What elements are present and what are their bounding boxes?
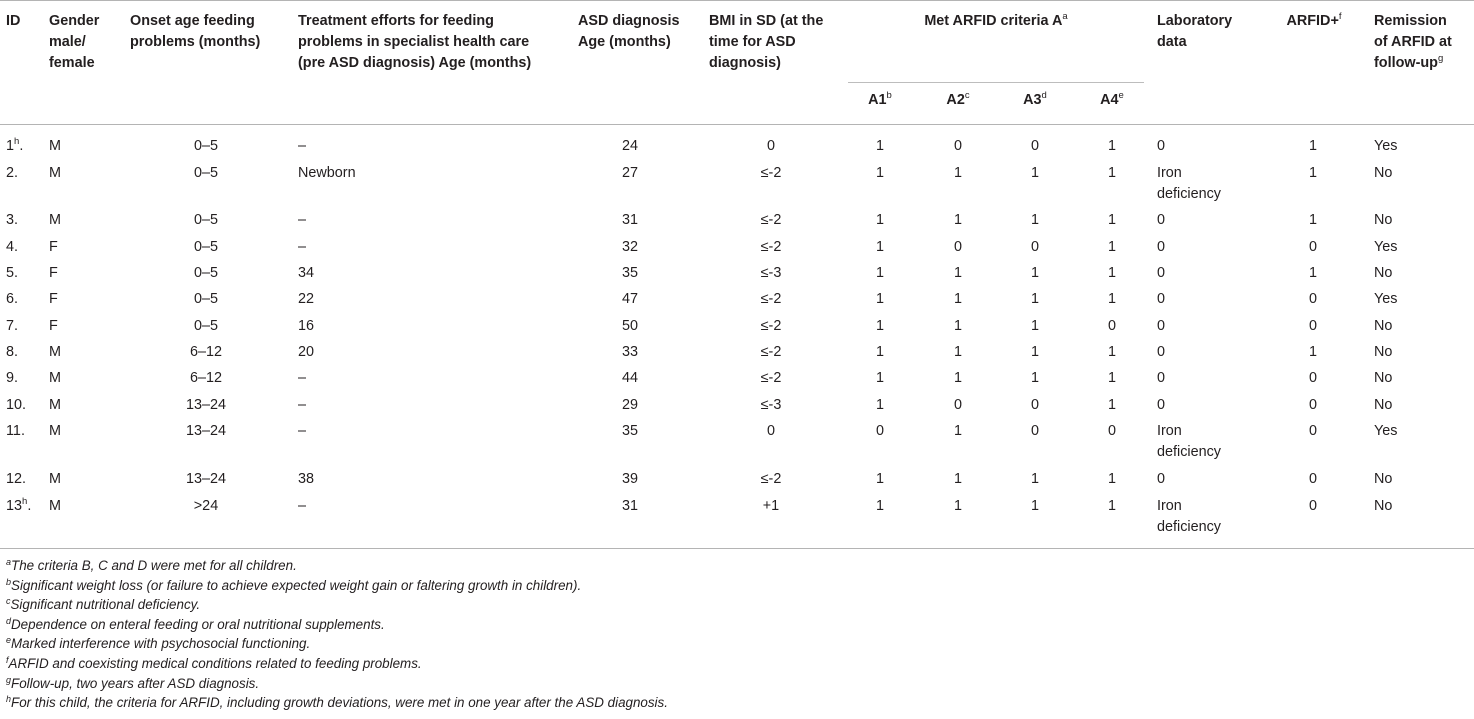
cell-bmi: ≤-2 bbox=[760, 212, 782, 228]
cell-remission: No bbox=[1374, 344, 1393, 360]
cell-a3: 1 bbox=[1030, 291, 1039, 307]
cell-a2: 1 bbox=[953, 370, 962, 386]
cell-treatment: – bbox=[298, 212, 307, 228]
footnote-mark: h bbox=[6, 694, 12, 704]
cell-a4: 1 bbox=[1107, 265, 1116, 281]
header-id: ID bbox=[6, 13, 21, 29]
cell-asd: 27 bbox=[621, 165, 638, 181]
cell-a4: 1 bbox=[1107, 212, 1116, 228]
cell-onset: 13–24 bbox=[185, 423, 227, 439]
cell-a3: 1 bbox=[1030, 471, 1039, 487]
cell-lab: 0 bbox=[1157, 344, 1166, 360]
cell-asd: 39 bbox=[621, 471, 638, 487]
footnote-mark: f bbox=[1338, 11, 1342, 22]
cell-a3: 1 bbox=[1030, 165, 1039, 181]
cell-treatment: – bbox=[298, 423, 307, 439]
cell-asd: 33 bbox=[621, 344, 638, 360]
cell-a3: 0 bbox=[1030, 423, 1039, 439]
cell-treatment: 16 bbox=[298, 318, 315, 334]
cell-gender: M bbox=[49, 423, 61, 439]
cell-id: 10. bbox=[6, 397, 27, 413]
cell-a1: 1 bbox=[875, 165, 884, 181]
cell-onset: 0–5 bbox=[193, 291, 218, 307]
cell-lab: 0 bbox=[1157, 239, 1166, 255]
cell-arfid: 1 bbox=[1308, 265, 1317, 281]
footnote-mark: a bbox=[6, 557, 12, 567]
cell-remission: No bbox=[1374, 212, 1393, 228]
cell-bmi: ≤-2 bbox=[760, 370, 782, 386]
header-remission: Remission of ARFID at follow-$up^g$ bbox=[1374, 13, 1452, 71]
cell-gender: M bbox=[49, 370, 61, 386]
cell-a4: 1 bbox=[1107, 370, 1116, 386]
cell-lab: 0 bbox=[1157, 370, 1166, 386]
cell-remission: Yes bbox=[1374, 291, 1398, 307]
cell-arfid: 0 bbox=[1308, 318, 1317, 334]
cell-bmi: ≤-2 bbox=[760, 291, 782, 307]
cell-bmi: ≤-3 bbox=[760, 265, 782, 281]
cell-gender: M bbox=[49, 397, 61, 413]
footnote: $^h$For this child, the criteria for ARFID, including growth deviations, were met in one year after the ASD diagnosis. bbox=[6, 694, 668, 710]
cell-onset: 0–5 bbox=[193, 239, 218, 255]
cell-remission: No bbox=[1374, 165, 1393, 181]
cell-id: 4. bbox=[6, 239, 19, 255]
cell-arfid: 1 bbox=[1308, 212, 1317, 228]
footnote-mark: b bbox=[886, 90, 892, 101]
cell-a1: 1 bbox=[875, 471, 884, 487]
cell-a2: 1 bbox=[953, 212, 962, 228]
cell-lab: 0 bbox=[1157, 138, 1166, 154]
cell-a4: 1 bbox=[1107, 397, 1116, 413]
cell-remission: No bbox=[1374, 265, 1393, 281]
cell-lab: Iron deficiency bbox=[1157, 165, 1221, 202]
cell-gender: F bbox=[49, 318, 58, 334]
cell-a4: 1 bbox=[1107, 291, 1116, 307]
footnote-mark: c bbox=[964, 90, 970, 101]
cell-asd: 31 bbox=[621, 212, 638, 228]
cell-a1: 1 bbox=[875, 212, 884, 228]
cell-bmi: ≤-3 bbox=[760, 397, 782, 413]
cell-gender: F bbox=[49, 291, 58, 307]
cell-a4: 1 bbox=[1107, 344, 1116, 360]
footnote-mark: b bbox=[6, 577, 12, 587]
header-a2: A2$^c$ bbox=[946, 90, 970, 108]
table-bottom-rule bbox=[0, 548, 1474, 549]
cell-id: 7. bbox=[6, 318, 19, 334]
cell-arfid: 0 bbox=[1308, 397, 1317, 413]
cell-a4: 1 bbox=[1107, 138, 1116, 154]
cell-arfid: 1 bbox=[1308, 165, 1317, 181]
cell-onset: >24 bbox=[193, 498, 219, 514]
cell-a3: 0 bbox=[1030, 138, 1039, 154]
cell-a3: 1 bbox=[1030, 498, 1039, 514]
cell-asd: 24 bbox=[621, 138, 638, 154]
cell-a2: 1 bbox=[953, 471, 962, 487]
footnote-mark: g bbox=[1437, 53, 1444, 64]
cell-bmi: ≤-2 bbox=[760, 318, 782, 334]
cell-arfid: 0 bbox=[1308, 239, 1317, 255]
footnote: $^g$Follow-up, two years after ASD diagnosis. bbox=[6, 675, 260, 691]
cell-lab: 0 bbox=[1157, 397, 1166, 413]
cell-a1: 1 bbox=[875, 370, 884, 386]
cell-a1: 1 bbox=[875, 397, 884, 413]
cell-asd: 44 bbox=[621, 370, 638, 386]
cell-a1: 1 bbox=[875, 291, 884, 307]
cell-a2: 1 bbox=[953, 318, 962, 334]
cell-lab: 0 bbox=[1157, 318, 1166, 334]
header-met-criteria: Met ARFID criteria $A^a$ bbox=[924, 11, 1068, 29]
header-a4: A4e bbox=[1100, 90, 1124, 108]
cell-arfid: 1 bbox=[1308, 138, 1317, 154]
cell-gender: M bbox=[49, 138, 61, 154]
cell-a3: 1 bbox=[1030, 318, 1039, 334]
cell-asd: 29 bbox=[621, 397, 638, 413]
header-lab: Laboratory data bbox=[1157, 13, 1233, 50]
cell-a4: 1 bbox=[1107, 498, 1116, 514]
cell-treatment: – bbox=[298, 239, 307, 255]
cell-a3: 0 bbox=[1030, 397, 1039, 413]
cell-a1: 1 bbox=[875, 318, 884, 334]
footnote: $^a$The criteria B, C and D were met for all children. bbox=[6, 557, 297, 573]
cell-a2: 1 bbox=[953, 344, 962, 360]
cell-treatment: – bbox=[298, 397, 307, 413]
cell-lab: Iron deficiency bbox=[1157, 423, 1221, 460]
footnote-mark: a bbox=[1062, 11, 1068, 22]
cell-remission: Yes bbox=[1374, 423, 1398, 439]
cell-a3: 1 bbox=[1030, 344, 1039, 360]
footnote: $^c$Significant nutritional deficiency. bbox=[6, 596, 201, 612]
cell-bmi: ≤-2 bbox=[760, 344, 782, 360]
cell-remission: No bbox=[1374, 318, 1393, 334]
footnote-mark: d bbox=[1041, 90, 1047, 101]
header-bmi: BMI in SD (at the time for ASD diagnosis) bbox=[709, 13, 824, 71]
cell-bmi: 0 bbox=[766, 138, 775, 154]
cell-remission: Yes bbox=[1374, 138, 1398, 154]
cell-onset: 6–12 bbox=[189, 370, 222, 386]
cell-a1: 1 bbox=[875, 138, 884, 154]
footnote: $^f$ARFID and coexisting medical conditions related to feeding problems. bbox=[6, 655, 422, 671]
cell-gender: F bbox=[49, 265, 58, 281]
header-a3: A3$^d$ bbox=[1023, 90, 1047, 108]
footnote: $^e$Marked interference with psychosocial functioning. bbox=[6, 635, 311, 651]
table-top-rule bbox=[0, 0, 1474, 1]
cell-onset: 0–5 bbox=[193, 165, 218, 181]
cell-bmi: ≤-2 bbox=[760, 239, 782, 255]
cell-gender: M bbox=[49, 165, 61, 181]
cell-a2: 1 bbox=[953, 165, 962, 181]
footnote-mark: e bbox=[6, 635, 12, 645]
header-onset: Onset age feeding problems (months) bbox=[130, 13, 261, 50]
cell-a2: 1 bbox=[953, 291, 962, 307]
cell-id: 5. bbox=[6, 265, 19, 281]
cell-treatment: 22 bbox=[298, 291, 315, 307]
cell-gender: M bbox=[49, 471, 61, 487]
cell-a4: 1 bbox=[1107, 239, 1116, 255]
cell-asd: 31 bbox=[621, 498, 638, 514]
cell-onset: 0–5 bbox=[193, 212, 218, 228]
cell-a3: 0 bbox=[1030, 239, 1039, 255]
footnote-mark: h bbox=[14, 136, 20, 147]
cell-a2: 0 bbox=[953, 397, 962, 413]
cell-treatment: – bbox=[298, 138, 307, 154]
cell-id: 6. bbox=[6, 291, 19, 307]
cell-a3: 1 bbox=[1030, 370, 1039, 386]
cell-a4: 1 bbox=[1107, 471, 1116, 487]
cell-a2: 1 bbox=[953, 498, 962, 514]
cell-treatment: – bbox=[298, 370, 307, 386]
cell-onset: 0–5 bbox=[193, 138, 218, 154]
cell-a1: 1 bbox=[875, 498, 884, 514]
cell-bmi: 0 bbox=[766, 423, 775, 439]
footnote-mark: c bbox=[6, 596, 11, 606]
cell-bmi: ≤-2 bbox=[760, 471, 782, 487]
cell-id: 2. bbox=[6, 165, 19, 181]
cell-arfid: 0 bbox=[1308, 498, 1317, 514]
cell-treatment: 34 bbox=[298, 265, 315, 281]
cell-bmi: +1 bbox=[762, 498, 780, 514]
cell-lab: 0 bbox=[1157, 212, 1166, 228]
cell-asd: 35 bbox=[621, 265, 638, 281]
cell-id: 9. bbox=[6, 370, 19, 386]
cell-lab: Iron deficiency bbox=[1157, 498, 1221, 535]
cell-a2: 0 bbox=[953, 239, 962, 255]
cell-a1: 1 bbox=[875, 344, 884, 360]
cell-lab: 0 bbox=[1157, 471, 1166, 487]
header-a1: A1$^b$ bbox=[868, 90, 892, 108]
cell-remission: No bbox=[1374, 397, 1393, 413]
cell-a4: 0 bbox=[1107, 318, 1116, 334]
cell-onset: 0–5 bbox=[193, 265, 218, 281]
footnote: $^d$Dependence on enteral feeding or oral nutritional supplements. bbox=[6, 616, 385, 632]
cell-asd: 47 bbox=[621, 291, 638, 307]
cell-a2: 0 bbox=[953, 138, 962, 154]
cell-a2: 1 bbox=[953, 265, 962, 281]
cell-lab: 0 bbox=[1157, 265, 1166, 281]
footnote-mark: d bbox=[6, 616, 12, 626]
cell-asd: 35 bbox=[621, 423, 638, 439]
cell-onset: 0–5 bbox=[193, 318, 218, 334]
footnote: $^b$Significant weight loss (or failure to achieve expected weight gain or faltering growth in children). bbox=[6, 577, 582, 593]
header-asd: ASD diagnosis Age (months) bbox=[578, 13, 680, 50]
cell-onset: 13–24 bbox=[185, 397, 227, 413]
cell-a2: 1 bbox=[953, 423, 962, 439]
cell-treatment: 20 bbox=[298, 344, 315, 360]
header-arfid: ARFID+$^f$ bbox=[1286, 11, 1342, 29]
cell-arfid: 0 bbox=[1308, 291, 1317, 307]
cell-asd: 50 bbox=[621, 318, 638, 334]
cell-gender: M bbox=[49, 344, 61, 360]
header-bottom-rule bbox=[0, 124, 1474, 125]
footnote-mark: e bbox=[1118, 90, 1124, 101]
cell-a4: 0 bbox=[1107, 423, 1116, 439]
cell-onset: 6–12 bbox=[189, 344, 222, 360]
criteria-subheader-rule bbox=[848, 82, 1144, 83]
cell-a3: 1 bbox=[1030, 265, 1039, 281]
cell-onset: 13–24 bbox=[185, 471, 227, 487]
cell-id: 11. bbox=[6, 423, 25, 439]
cell-arfid: 1 bbox=[1308, 344, 1317, 360]
cell-id: 1$^h$. bbox=[6, 136, 24, 154]
cell-id: 3. bbox=[6, 212, 19, 228]
cell-gender: M bbox=[49, 498, 61, 514]
cell-bmi: ≤-2 bbox=[760, 165, 782, 181]
footnote-mark: h bbox=[22, 496, 28, 507]
cell-treatment: Newborn bbox=[298, 165, 356, 181]
cell-arfid: 0 bbox=[1308, 370, 1317, 386]
cell-lab: 0 bbox=[1157, 291, 1166, 307]
cell-remission: No bbox=[1374, 370, 1393, 386]
cell-id: 13$^h$. bbox=[6, 496, 32, 514]
cell-gender: M bbox=[49, 212, 61, 228]
cell-asd: 32 bbox=[621, 239, 638, 255]
cell-treatment: 38 bbox=[298, 471, 315, 487]
cell-remission: No bbox=[1374, 471, 1393, 487]
cell-id: 8. bbox=[6, 344, 19, 360]
cell-gender: F bbox=[49, 239, 58, 255]
cell-a4: 1 bbox=[1107, 165, 1116, 181]
cell-a1: 1 bbox=[875, 265, 884, 281]
footnote-mark: g bbox=[6, 675, 12, 685]
cell-remission: Yes bbox=[1374, 239, 1398, 255]
cell-arfid: 0 bbox=[1308, 471, 1317, 487]
header-gender: Gender male/ female bbox=[49, 13, 100, 71]
cell-a3: 1 bbox=[1030, 212, 1039, 228]
cell-id: 12. bbox=[6, 471, 27, 487]
footnote-mark: f bbox=[6, 655, 9, 665]
cell-arfid: 0 bbox=[1308, 423, 1317, 439]
cell-remission: No bbox=[1374, 498, 1393, 514]
header-treatment: Treatment efforts for feeding problems in specialist health care (pre ASD diagnosis) Age (months) bbox=[298, 13, 532, 71]
cell-a1: 0 bbox=[875, 423, 884, 439]
cell-a1: 1 bbox=[875, 239, 884, 255]
cell-treatment: – bbox=[298, 498, 307, 514]
